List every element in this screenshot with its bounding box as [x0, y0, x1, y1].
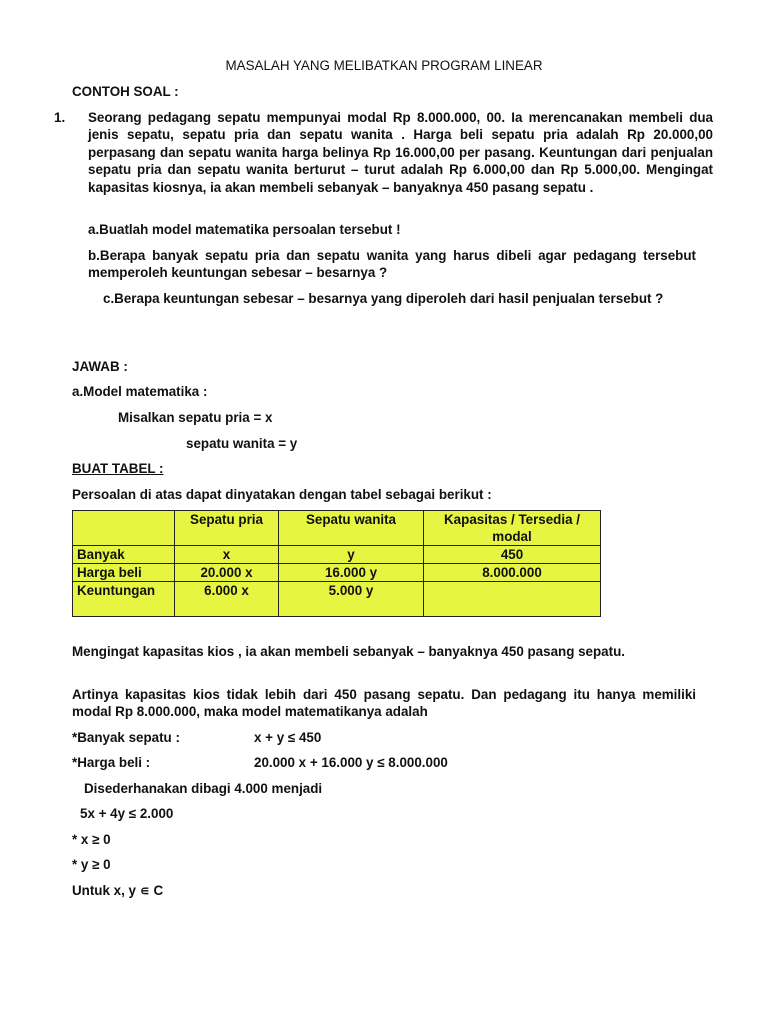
constraint-1-expression: x + y ≤ 450: [254, 730, 322, 745]
variable-y: sepatu wanita = y: [186, 436, 298, 451]
table-cell: 8.000.000: [424, 564, 601, 582]
problem-number: 1.: [54, 110, 66, 125]
table-cell: 16.000 y: [279, 564, 424, 582]
explanation-paragraph-2: Artinya kapasitas kios tidak lebih dari 450 pasang sepatu. Dan pedagang itu hanya memiliki modal Rp 8.000.000, maka model matematikanya adalah: [72, 687, 696, 720]
simplified-constraint: 5x + 4y ≤ 2.000: [80, 806, 174, 821]
example-heading: CONTOH SOAL :: [72, 84, 179, 99]
constraint-2-expression: 20.000 x + 16.000 y ≤ 8.000.000: [254, 755, 448, 770]
table-header-row: [73, 511, 601, 546]
table-row: [73, 546, 601, 564]
variable-x: Misalkan sepatu pria = x: [118, 410, 273, 425]
table-cell: y: [279, 546, 424, 564]
constraint-2-label: *Harga beli :: [72, 755, 151, 770]
table-header-cell: Kapasitas / Tersedia / modal: [424, 511, 601, 546]
constraint-x-nonnegative: * x ≥ 0: [72, 832, 111, 847]
table-heading: BUAT TABEL :: [72, 461, 164, 476]
constraint-y-nonnegative: * y ≥ 0: [72, 857, 111, 872]
table-row: [73, 582, 601, 617]
data-table: [72, 510, 601, 617]
table-cell: [424, 582, 601, 617]
table-cell: 20.000 x: [175, 564, 279, 582]
question-a: [88, 221, 696, 238]
model-heading: a.Model matematika :: [72, 384, 208, 399]
problem-statement: [54, 109, 713, 196]
explanation-paragraph-1: Mengingat kapasitas kios , ia akan membeli sebanyak – banyaknya 450 pasang sepatu.: [72, 644, 625, 659]
domain-statement: Untuk x, y ∊ C: [72, 883, 164, 898]
question-c: c.Berapa keuntungan sebesar – besarnya yang diperoleh dari hasil penjualan tersebut ?: [103, 291, 664, 306]
problem-text: Seorang pedagang sepatu mempunyai modal Rp 8.000.000, 00. Ia merencanakan membeli dua jenis sepatu, sepatu pria dan sepatu wanita . Harga beli sepatu pria adalah Rp 20.000,00 perpasang dan sepatu wanita harga belinya Rp 16.000,00 per pasang. Keuntungan dari penjualan sepatu pria dan sepatu wanita berturut – turut adalah Rp 6.000,00 dan Rp 5.000,00. Mengingat kapasitas kiosnya, ia akan membeli sebanyak – banyaknya 450 pasang sepatu .: [88, 110, 713, 195]
question-b: b.Berapa banyak sepatu pria dan sepatu wanita yang harus dibeli agar pedagang tersebut memperoleh keuntungan sebesar – besarnya ?: [88, 248, 696, 281]
table-header-cell: Sepatu wanita: [279, 511, 424, 546]
question-a-text: a.Buatlah model matematika persoalan tersebut !: [88, 222, 401, 237]
table-header-cell: [73, 511, 175, 546]
table-cell: x: [175, 546, 279, 564]
table-row: [73, 564, 601, 582]
table-cell: Harga beli: [73, 564, 175, 582]
constraint-1-label: *Banyak sepatu :: [72, 730, 180, 745]
page-title: MASALAH YANG MELIBATKAN PROGRAM LINEAR: [225, 58, 543, 73]
table-cell: 5.000 y: [279, 582, 424, 617]
table-cell: Banyak: [73, 546, 175, 564]
simplify-note: Disederhanakan dibagi 4.000 menjadi: [84, 781, 323, 796]
table-header-cell: Sepatu pria: [175, 511, 279, 546]
answer-heading: JAWAB :: [72, 359, 128, 374]
table-intro: Persoalan di atas dapat dinyatakan dengan tabel sebagai berikut :: [72, 487, 492, 502]
table-cell: Keuntungan: [73, 582, 175, 617]
table-cell: 6.000 x: [175, 582, 279, 617]
table-cell: 450: [424, 546, 601, 564]
